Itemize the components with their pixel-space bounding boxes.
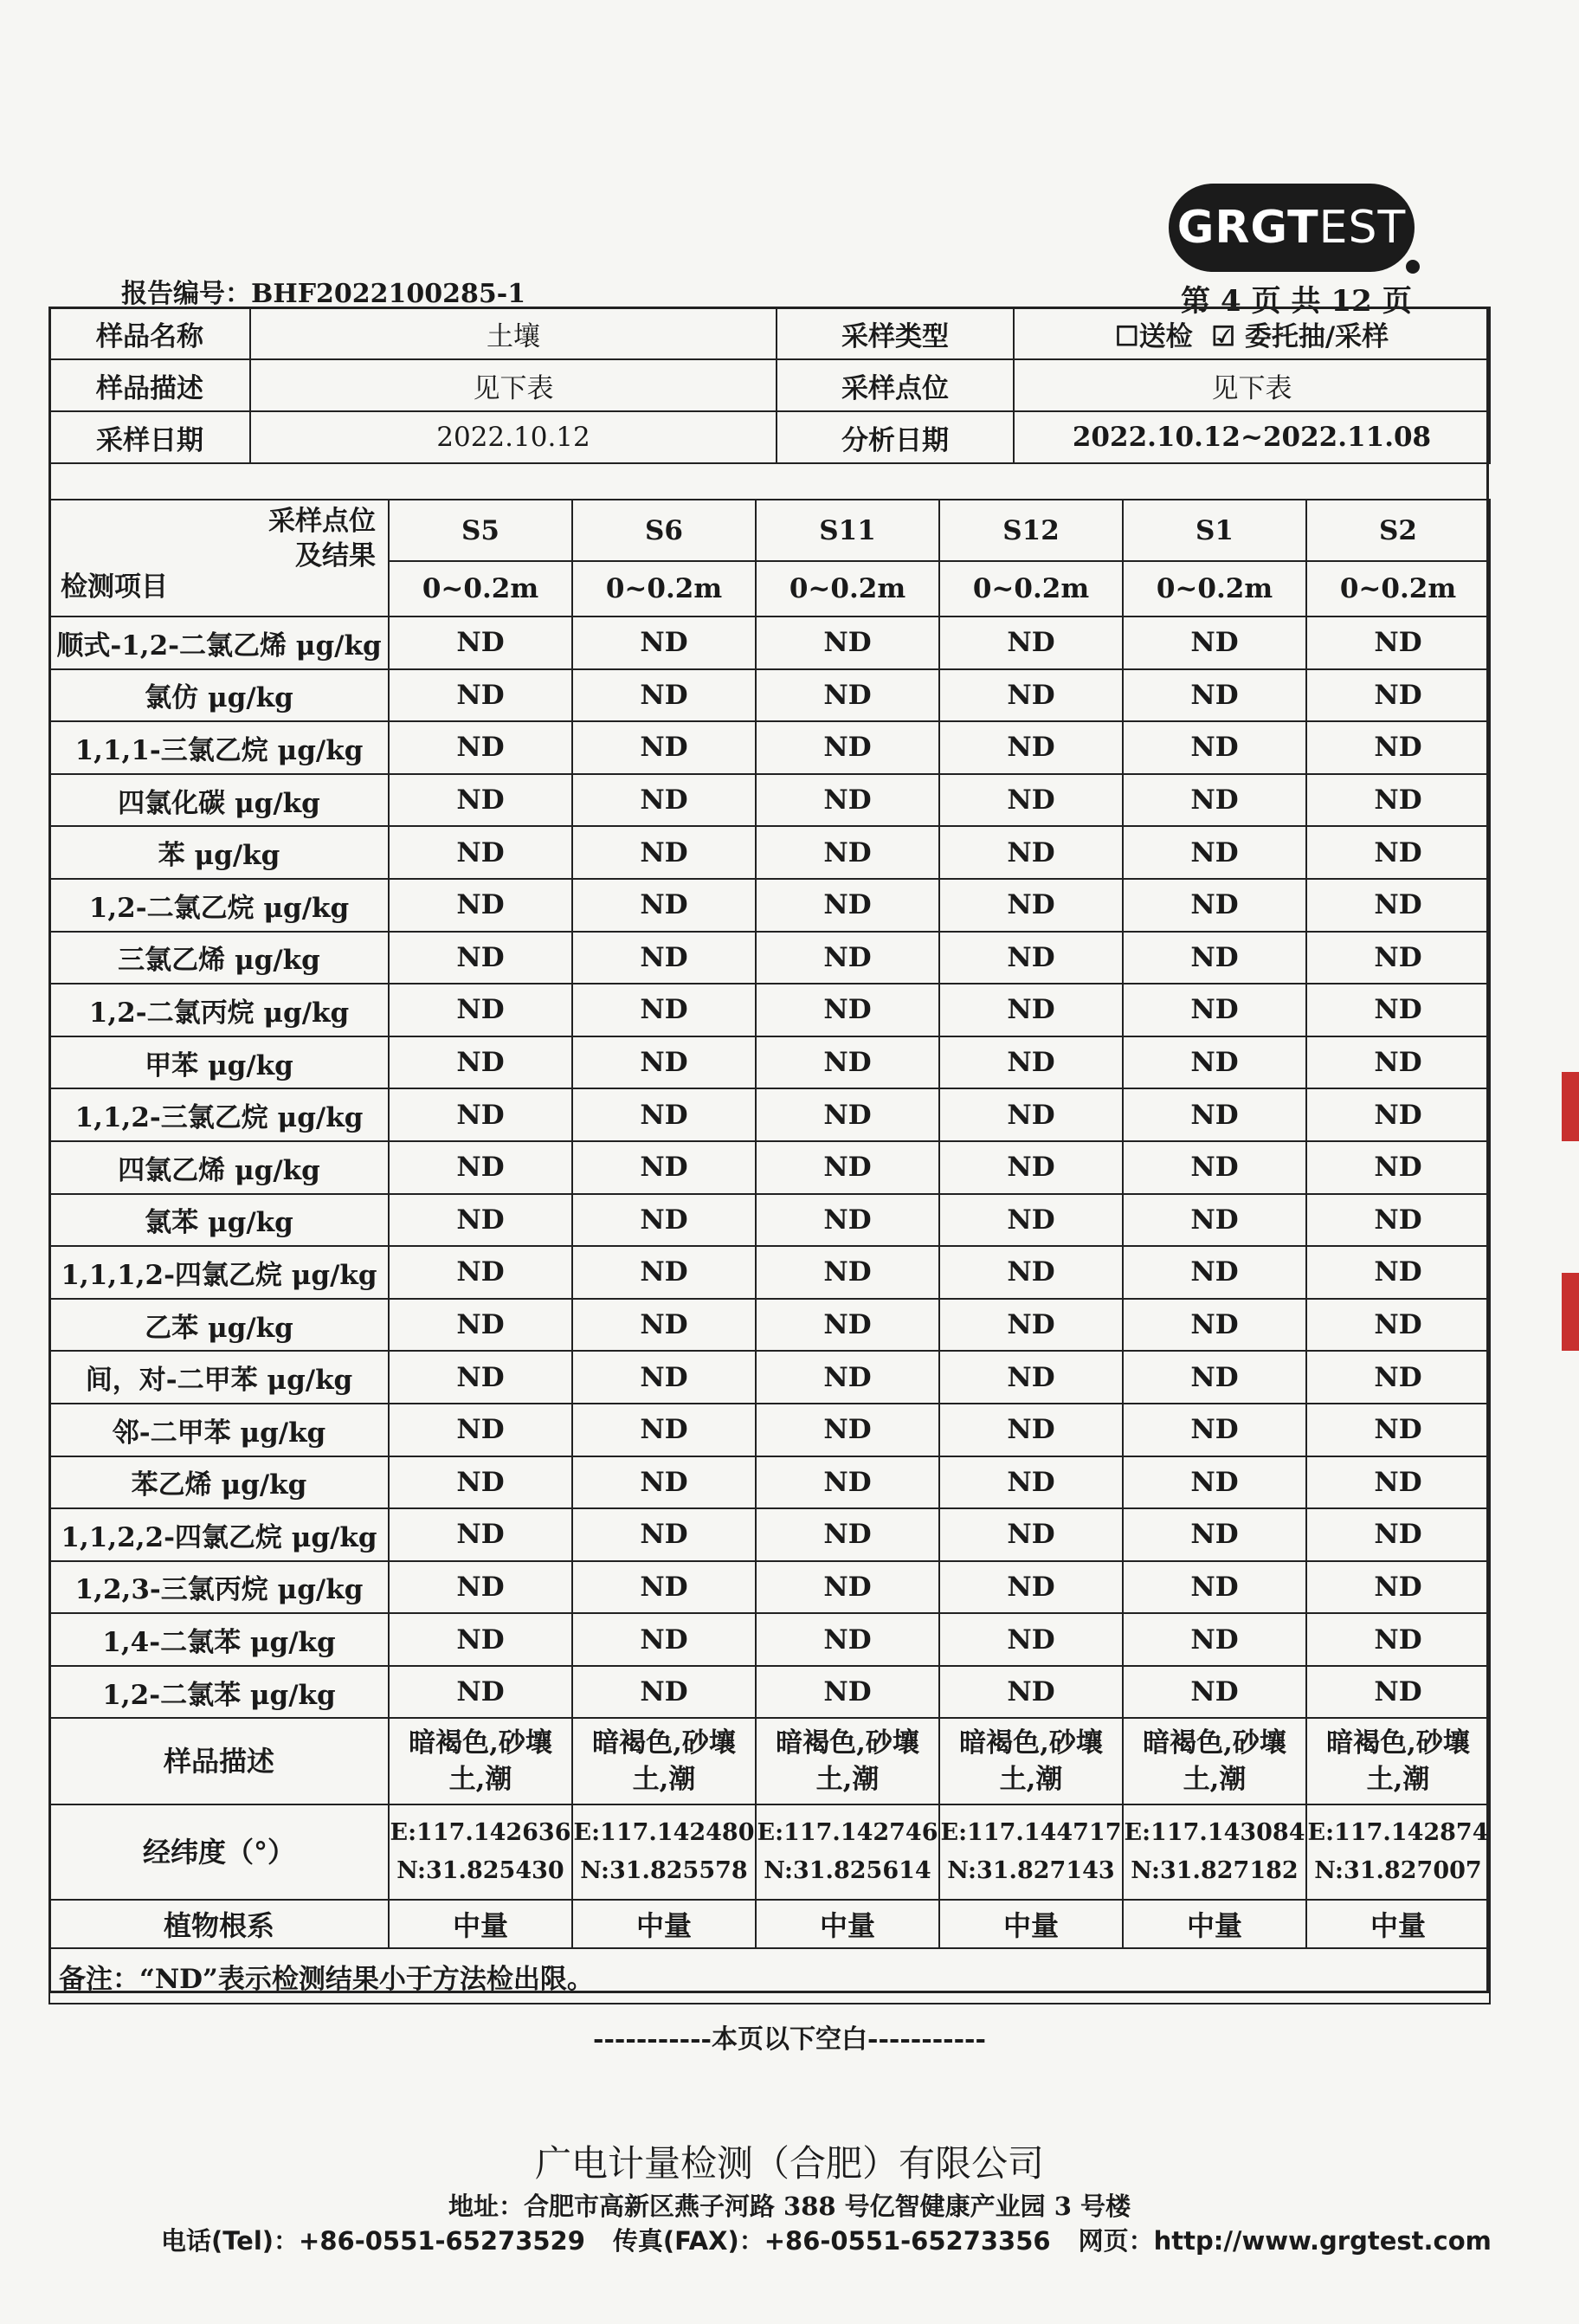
analyte-row (49, 1194, 1490, 1247)
sample-desc-row-cell (1123, 1718, 1306, 1804)
analyte-name-cell: 氯苯 μg/kg (49, 1194, 389, 1247)
result-value-cell: ND (939, 826, 1123, 879)
analyte-row (49, 721, 1490, 774)
result-value-cell: ND (1123, 669, 1306, 722)
result-value-cell: ND (756, 774, 939, 827)
result-value-cell: ND (1306, 669, 1490, 722)
analyte-row (49, 1456, 1490, 1509)
corner-header-cell (49, 500, 389, 617)
coordinates-row-line: N:31.825578 (580, 1857, 748, 1885)
result-value-cell: ND (939, 774, 1123, 827)
logo-main-text: GRGT (1176, 202, 1319, 254)
result-value-cell: ND (1123, 1351, 1306, 1404)
result-value-cell: ND (389, 1508, 572, 1561)
result-value-cell: ND (1306, 617, 1490, 669)
result-value-cell: ND (1306, 1194, 1490, 1247)
result-value-cell: ND (572, 1666, 756, 1719)
analyte-row (49, 669, 1490, 722)
result-value-cell: ND (572, 1561, 756, 1614)
result-value-cell: ND (572, 1088, 756, 1141)
result-value-cell: ND (389, 879, 572, 932)
fax: 传真(FAX)：+86-0551-65273356 (612, 2226, 1051, 2256)
coordinates-row-cell (389, 1804, 572, 1900)
result-value-cell: ND (939, 1351, 1123, 1404)
sampling-date-label: 采样日期 (49, 411, 250, 463)
result-value-cell: ND (756, 1299, 939, 1352)
result-value-cell: ND (572, 721, 756, 774)
coordinates-row-cell (1123, 1804, 1306, 1900)
blank-marker: -----------本页以下空白----------- (593, 2024, 986, 2055)
result-value-cell: ND (756, 1246, 939, 1299)
coordinates-row-line: E:117.144717 (940, 1819, 1122, 1847)
analyte-name-cell: 邻-二甲苯 μg/kg (49, 1404, 389, 1456)
analyte-row (49, 1561, 1490, 1614)
analyte-name-cell: 1,2-二氯丙烷 μg/kg (49, 984, 389, 1036)
analyte-row (49, 1351, 1490, 1404)
result-value-cell: ND (756, 617, 939, 669)
result-value-cell: ND (572, 1299, 756, 1352)
site-header-cell: S1 (1123, 500, 1306, 561)
sample-desc-row-cell (572, 1718, 756, 1804)
analyte-name-cell: 苯 μg/kg (49, 826, 389, 879)
result-value-cell: ND (756, 721, 939, 774)
sample-desc-row-line: 土,潮 (1183, 1764, 1247, 1796)
result-value-cell: ND (1123, 1404, 1306, 1456)
result-value-cell: ND (1123, 1666, 1306, 1719)
coordinates-row-line: N:31.827143 (947, 1857, 1115, 1885)
result-value-cell: ND (1306, 1561, 1490, 1614)
result-value-cell: ND (572, 1508, 756, 1561)
seal-fragment-top (1562, 1072, 1579, 1141)
sampling-type-value: ☐送检 ☑ 委托抽/采样 (1014, 307, 1490, 359)
sample-desc-row-cell (939, 1718, 1123, 1804)
result-value-cell: ND (1306, 721, 1490, 774)
result-value-cell: ND (1306, 1351, 1490, 1404)
result-value-cell: ND (756, 1613, 939, 1666)
sample-desc-row-line: 土,潮 (999, 1764, 1063, 1796)
site-header-cell: S6 (572, 500, 756, 561)
result-value-cell: ND (572, 1351, 756, 1404)
sampling-type-label: 采样类型 (777, 307, 1014, 359)
result-value-cell: ND (389, 774, 572, 827)
analyte-row (49, 617, 1490, 669)
result-value-cell: ND (572, 1141, 756, 1194)
analyte-name-cell: 顺式-1,2-二氯乙烯 μg/kg (49, 617, 389, 669)
result-value-cell: ND (389, 1561, 572, 1614)
result-value-cell: ND (939, 1508, 1123, 1561)
plant-root-cell: 中量 (1123, 1900, 1306, 1948)
result-value-cell: ND (572, 617, 756, 669)
result-value-cell: ND (1123, 984, 1306, 1036)
result-value-cell: ND (572, 1404, 756, 1456)
grgtest-logo (1169, 184, 1415, 272)
result-value-cell: ND (572, 669, 756, 722)
sample-desc-row-line: 暗褐色,砂壤 (409, 1727, 552, 1759)
result-value-cell: ND (1306, 1088, 1490, 1141)
coordinates-row-line: N:31.827007 (1314, 1857, 1482, 1885)
sample-desc-row-line: 暗褐色,砂壤 (959, 1727, 1103, 1759)
result-value-cell: ND (939, 1036, 1123, 1089)
depth-header-cell: 0~0.2m (389, 561, 572, 617)
sample-desc-row-label: 样品描述 (49, 1718, 389, 1804)
analyte-name-cell: 间，对-二甲苯 μg/kg (49, 1351, 389, 1404)
sample-desc-row (49, 1718, 1490, 1804)
analyte-name-cell: 四氯化碳 μg/kg (49, 774, 389, 827)
result-value-cell: ND (389, 721, 572, 774)
coordinates-row (49, 1804, 1490, 1900)
result-value-cell: ND (389, 617, 572, 669)
coordinates-row-line: E:117.142746 (757, 1819, 938, 1847)
result-value-cell: ND (756, 1194, 939, 1247)
sample-desc-row-line: 土,潮 (632, 1764, 696, 1796)
analyte-row (49, 932, 1490, 984)
result-value-cell: ND (939, 1666, 1123, 1719)
result-value-cell: ND (1306, 1666, 1490, 1719)
depth-header-cell: 0~0.2m (1306, 561, 1490, 617)
analyte-row (49, 1141, 1490, 1194)
analyte-name-cell: 1,1,1,2-四氯乙烷 μg/kg (49, 1246, 389, 1299)
result-value-cell: ND (939, 669, 1123, 722)
sampling-date-value: 2022.10.12 (250, 411, 777, 463)
coordinates-row-cell (939, 1804, 1123, 1900)
analyte-name-cell: 1,1,2,2-四氯乙烷 μg/kg (49, 1508, 389, 1561)
analyte-row (49, 774, 1490, 827)
plant-root-cell: 中量 (939, 1900, 1123, 1948)
sample-desc-row-line: 暗褐色,砂壤 (1326, 1727, 1470, 1759)
coordinates-row-line: N:31.827182 (1131, 1857, 1299, 1885)
result-value-cell: ND (1123, 1141, 1306, 1194)
analyte-name-cell: 1,2,3-三氯丙烷 μg/kg (49, 1561, 389, 1614)
result-value-cell: ND (1123, 1299, 1306, 1352)
result-value-cell: ND (939, 721, 1123, 774)
site-header-cell: S11 (756, 500, 939, 561)
analyte-row (49, 1666, 1490, 1719)
result-value-cell: ND (1123, 774, 1306, 827)
sample-desc-row-cell (1306, 1718, 1490, 1804)
result-value-cell: ND (756, 1351, 939, 1404)
sampling-point-value: 见下表 (1014, 359, 1490, 411)
page-mid: 页 共 (1251, 284, 1321, 319)
coordinates-row-label: 经纬度（°） (49, 1804, 389, 1900)
analyte-name-cell: 四氯乙烯 μg/kg (49, 1141, 389, 1194)
analyte-name-cell: 苯乙烯 μg/kg (49, 1456, 389, 1509)
corner-line2: 及结果 (295, 540, 376, 571)
coordinates-row-cell (1306, 1804, 1490, 1900)
result-value-cell: ND (1123, 1508, 1306, 1561)
plant-root-cell: 中量 (389, 1900, 572, 1948)
result-value-cell: ND (1123, 879, 1306, 932)
result-value-cell: ND (389, 669, 572, 722)
result-value-cell: ND (1123, 826, 1306, 879)
sample-desc-row-line: 暗褐色,砂壤 (592, 1727, 736, 1759)
analyte-name-cell: 三氯乙烯 μg/kg (49, 932, 389, 984)
result-value-cell: ND (939, 1613, 1123, 1666)
result-value-cell: ND (1306, 932, 1490, 984)
result-value-cell: ND (756, 1404, 939, 1456)
sample-desc-value: 见下表 (250, 359, 777, 411)
result-value-cell: ND (572, 984, 756, 1036)
result-value-cell: ND (1306, 984, 1490, 1036)
result-value-cell: ND (1123, 721, 1306, 774)
result-value-cell: ND (1306, 1613, 1490, 1666)
result-value-cell: ND (1306, 1141, 1490, 1194)
sample-desc-row-cell (389, 1718, 572, 1804)
result-value-cell: ND (572, 826, 756, 879)
corner-line1: 采样点位 (268, 506, 376, 537)
sample-info-table (48, 307, 1491, 464)
result-value-cell: ND (1123, 617, 1306, 669)
coordinates-row-line: E:117.142636 (390, 1819, 571, 1847)
result-value-cell: ND (1123, 1036, 1306, 1089)
result-value-cell: ND (1306, 1036, 1490, 1089)
result-value-cell: ND (572, 1456, 756, 1509)
result-value-cell: ND (572, 879, 756, 932)
result-value-cell: ND (389, 1666, 572, 1719)
result-value-cell: ND (939, 617, 1123, 669)
result-value-cell: ND (389, 1456, 572, 1509)
analyte-row (49, 826, 1490, 879)
report-number: 报告编号：BHF2022100285-1 (121, 279, 526, 309)
result-value-cell: ND (1123, 1194, 1306, 1247)
result-value-cell: ND (1306, 1404, 1490, 1456)
plant-root-cell: 中量 (1306, 1900, 1490, 1948)
company-contact (161, 2222, 1519, 2257)
result-value-cell: ND (939, 1088, 1123, 1141)
company-name: 广电计量检测（合肥）有限公司 (534, 2142, 1044, 2185)
result-value-cell: ND (756, 984, 939, 1036)
sample-desc-row-line: 土,潮 (1366, 1764, 1430, 1796)
sample-desc-row-line: 暗褐色,砂壤 (776, 1727, 919, 1759)
plant-root-label: 植物根系 (49, 1900, 389, 1948)
result-value-cell: ND (939, 1299, 1123, 1352)
result-value-cell: ND (756, 879, 939, 932)
site-header-cell: S2 (1306, 500, 1490, 561)
site-header-cell: S12 (939, 500, 1123, 561)
logo-registered-mark (1406, 260, 1420, 274)
result-value-cell: ND (389, 1088, 572, 1141)
coordinates-row-line: E:117.142480 (573, 1819, 755, 1847)
result-value-cell: ND (389, 1141, 572, 1194)
result-value-cell: ND (1123, 932, 1306, 984)
result-value-cell: ND (389, 1194, 572, 1247)
result-value-cell: ND (572, 774, 756, 827)
result-value-cell: ND (1306, 774, 1490, 827)
depth-header-cell: 0~0.2m (939, 561, 1123, 617)
result-value-cell: ND (572, 1246, 756, 1299)
result-value-cell: ND (1306, 1508, 1490, 1561)
analyte-row (49, 1508, 1490, 1561)
result-value-cell: ND (572, 932, 756, 984)
result-value-cell: ND (939, 984, 1123, 1036)
analysis-date-value: 2022.10.12~2022.11.08 (1014, 411, 1490, 463)
result-value-cell: ND (756, 1666, 939, 1719)
depth-header-cell: 0~0.2m (1123, 561, 1306, 617)
result-value-cell: ND (1306, 1299, 1490, 1352)
analyte-name-cell: 1,4-二氯苯 μg/kg (49, 1613, 389, 1666)
result-value-cell: ND (1123, 1456, 1306, 1509)
result-value-cell: ND (1123, 1246, 1306, 1299)
coordinates-row-line: E:117.143084 (1124, 1819, 1305, 1847)
page-prefix: 第 (1181, 284, 1210, 319)
result-value-cell: ND (939, 1194, 1123, 1247)
sample-name-label: 样品名称 (49, 307, 250, 359)
analyte-name-cell: 1,2-二氯乙烷 μg/kg (49, 879, 389, 932)
analyte-name-cell: 1,2-二氯苯 μg/kg (49, 1666, 389, 1719)
tel: 电话(Tel)：+86-0551-65273529 (161, 2226, 585, 2256)
depth-header-cell: 0~0.2m (572, 561, 756, 617)
company-address: 地址：合肥市高新区燕子河路 388 号亿智健康产业园 3 号楼 (448, 2192, 1131, 2221)
note-row (49, 1948, 1490, 2004)
sample-desc-row-line: 土,潮 (815, 1764, 880, 1796)
result-value-cell: ND (756, 1456, 939, 1509)
sample-desc-row-line: 暗褐色,砂壤 (1143, 1727, 1286, 1759)
page-total: 12 (1331, 284, 1372, 319)
result-value-cell: ND (1306, 879, 1490, 932)
sample-name-value: 土壤 (250, 307, 777, 359)
analyte-row (49, 1404, 1490, 1456)
result-value-cell: ND (389, 1613, 572, 1666)
site-header-row (49, 500, 1490, 561)
analysis-date-label: 分析日期 (777, 411, 1014, 463)
result-value-cell: ND (389, 984, 572, 1036)
note-text: 备注：“ND”表示检测结果小于方法检出限。 (49, 1948, 1490, 2004)
result-value-cell: ND (756, 1561, 939, 1614)
result-value-cell: ND (1306, 1456, 1490, 1509)
result-value-cell: ND (756, 669, 939, 722)
result-value-cell: ND (1306, 826, 1490, 879)
analyte-name-cell: 乙苯 μg/kg (49, 1299, 389, 1352)
coordinates-row-cell (572, 1804, 756, 1900)
result-value-cell: ND (389, 1351, 572, 1404)
plant-root-row (49, 1900, 1490, 1948)
analyte-row (49, 1246, 1490, 1299)
page-current: 4 (1221, 284, 1241, 319)
result-value-cell: ND (756, 1508, 939, 1561)
coordinates-row-line: N:31.825430 (396, 1857, 564, 1885)
result-value-cell: ND (939, 1404, 1123, 1456)
result-value-cell: ND (756, 932, 939, 984)
result-value-cell: ND (1123, 1561, 1306, 1614)
web: 网页：http://www.grgtest.com (1078, 2226, 1492, 2256)
coordinates-row-line: N:31.825614 (764, 1857, 931, 1885)
result-value-cell: ND (389, 932, 572, 984)
result-value-cell: ND (389, 1246, 572, 1299)
page-suffix: 页 (1382, 284, 1412, 319)
analyte-row (49, 1088, 1490, 1141)
sample-desc-row-cell (756, 1718, 939, 1804)
result-value-cell: ND (572, 1613, 756, 1666)
result-value-cell: ND (389, 1404, 572, 1456)
site-header-cell: S5 (389, 500, 572, 561)
result-value-cell: ND (939, 1456, 1123, 1509)
result-value-cell: ND (939, 1246, 1123, 1299)
plant-root-cell: 中量 (572, 1900, 756, 1948)
coordinates-row-cell (756, 1804, 939, 1900)
analyte-name-cell: 1,1,1-三氯乙烷 μg/kg (49, 721, 389, 774)
analyte-row (49, 984, 1490, 1036)
depth-header-cell: 0~0.2m (756, 561, 939, 617)
result-value-cell: ND (389, 826, 572, 879)
result-value-cell: ND (939, 1561, 1123, 1614)
result-value-cell: ND (939, 932, 1123, 984)
result-value-cell: ND (756, 826, 939, 879)
seal-fragment-bottom (1562, 1273, 1579, 1351)
result-value-cell: ND (756, 1141, 939, 1194)
result-value-cell: ND (572, 1194, 756, 1247)
analyte-row (49, 1299, 1490, 1352)
logo-suffix-text: EST (1318, 202, 1407, 254)
analyte-name-cell: 甲苯 μg/kg (49, 1036, 389, 1089)
corner-item-label: 检测项目 (61, 571, 168, 603)
analyte-row (49, 1613, 1490, 1666)
sampling-point-label: 采样点位 (777, 359, 1014, 411)
result-value-cell: ND (756, 1088, 939, 1141)
results-table (48, 499, 1491, 2004)
result-value-cell: ND (939, 1141, 1123, 1194)
result-value-cell: ND (1123, 1613, 1306, 1666)
analyte-row (49, 1036, 1490, 1089)
coordinates-row-line: E:117.142874 (1307, 1819, 1489, 1847)
analyte-name-cell: 1,1,2-三氯乙烷 μg/kg (49, 1088, 389, 1141)
result-value-cell: ND (939, 879, 1123, 932)
result-value-cell: ND (756, 1036, 939, 1089)
analyte-row (49, 879, 1490, 932)
sample-desc-row-line: 土,潮 (448, 1764, 512, 1796)
result-value-cell: ND (389, 1299, 572, 1352)
sample-desc-label: 样品描述 (49, 359, 250, 411)
result-value-cell: ND (572, 1036, 756, 1089)
plant-root-cell: 中量 (756, 1900, 939, 1948)
result-value-cell: ND (389, 1036, 572, 1089)
analyte-name-cell: 氯仿 μg/kg (49, 669, 389, 722)
result-value-cell: ND (1123, 1088, 1306, 1141)
result-value-cell: ND (1306, 1246, 1490, 1299)
